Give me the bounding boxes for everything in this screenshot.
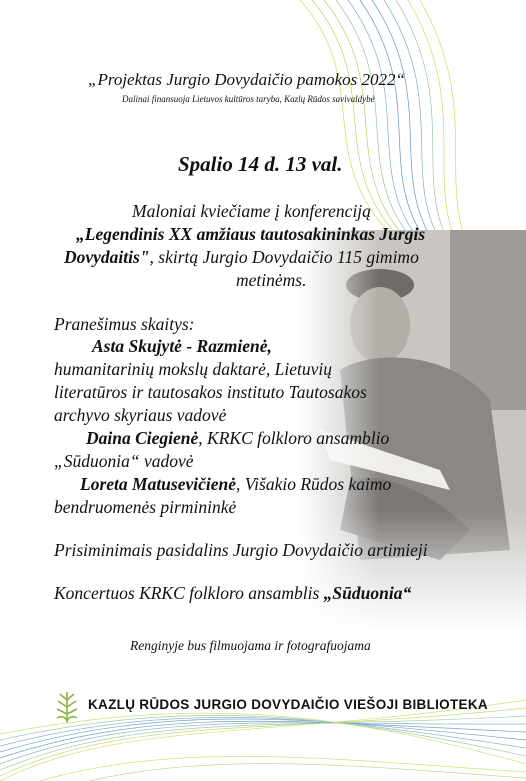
conference-title-line1: „Legendinis XX amžiaus tautosakininkas Jurgis (76, 224, 426, 244)
speaker-1-desc-1: humanitarinių mokslų daktarė, Lietuvių (54, 359, 333, 379)
speaker-3-name: Loreta Matusevičienė (80, 474, 237, 494)
speaker-2-desc-1: , KRKC folkloro ansamblio (198, 428, 390, 448)
concert-line (54, 583, 411, 604)
speaker-3-desc-2: bendruomenės pirmininkė (54, 497, 237, 517)
speaker-1-name: Asta Skujytė - Razmienė, (92, 336, 272, 356)
concert-text: Koncertuos KRKC folkloro ansamblis (54, 583, 324, 603)
speakers-heading: Pranešimus skaitys: (54, 314, 195, 334)
recording-notice: Renginyje bus filmuojama ir fotografuojama (130, 638, 371, 653)
conference-title-name: Dovydaitis" (64, 247, 150, 267)
speaker-2 (86, 428, 389, 449)
conference-title-line2 (64, 247, 419, 268)
speaker-3-desc-1: , Višakio Rūdos kaimo (236, 474, 392, 494)
speaker-1-desc-3: archyvo skyriaus vadovė (54, 405, 227, 425)
invitation-anniversary: metinėms. (236, 270, 307, 290)
speaker-3 (80, 474, 391, 495)
invitation-line: Maloniai kviečiame į konferenciją (132, 201, 371, 221)
conference-dedication: , skirtą Jurgio Dovydaičio 115 gimimo (149, 247, 419, 267)
event-date-time: Spalio 14 d. 13 val. (178, 152, 343, 176)
project-title: „Projektas Jurgio Dovydaičio pamokos 2022“ (88, 70, 405, 89)
speaker-1-desc-2: literatūros ir tautosakos instituto Tautosakos (54, 382, 367, 402)
library-name: KAZLŲ RŪDOS JURGIO DOVYDAIČIO VIEŠOJI BIBLIOTEKA (88, 697, 488, 712)
concert-ensemble: „Sūduonia“ (323, 583, 412, 603)
funding-note: Dalinai finansuoja Lietuvos kultūros taryba, Kazlų Rūdos savivaldybė (122, 94, 375, 104)
speaker-2-name: Daina Ciegienė (86, 428, 199, 448)
speaker-2-desc-2: „Sūduonia“ vadovė (54, 451, 194, 471)
book-tree-logo-icon (54, 688, 80, 724)
memories-line: Prisiminimais pasidalins Jurgio Dovydaičio artimieji (54, 540, 428, 560)
